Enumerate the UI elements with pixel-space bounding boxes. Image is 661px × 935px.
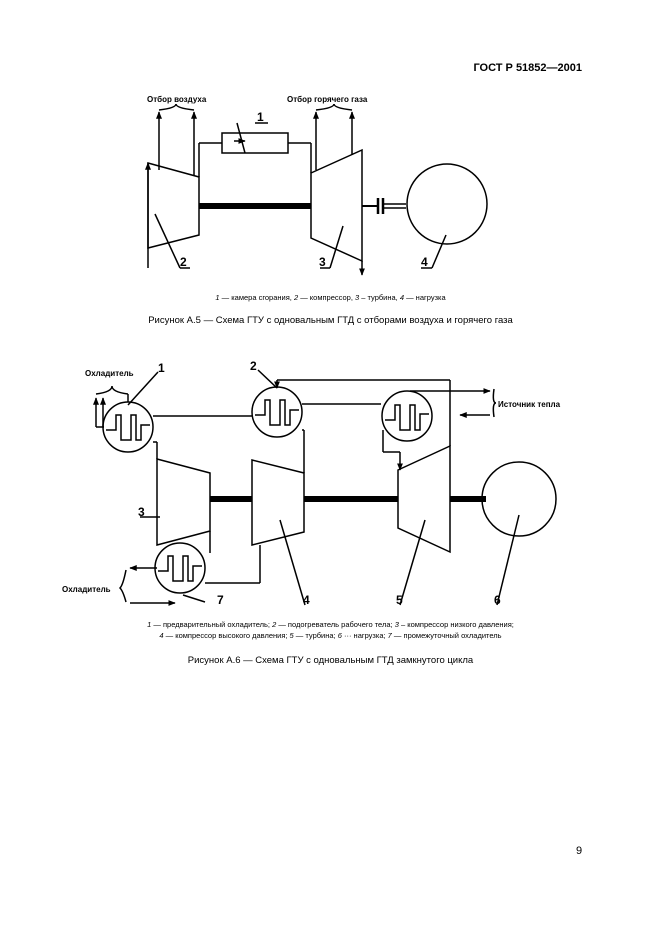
figure-a6-legend-line2: 4 — компрессор высокого давления; 5 — турбина; 6 ··· нагрузка; 7 — промежуточный охладитель: [159, 631, 502, 640]
load-circle: [407, 164, 487, 244]
label-2: 2: [180, 255, 187, 269]
label-4: 4: [421, 255, 428, 269]
figure-a6-caption: Рисунок А.6 — Схема ГТУ с одновальным ГТД замкнутого цикла: [187, 655, 474, 666]
figure-a5-diagram: [0, 0, 661, 300]
gas-bleed-label: Отбор горячего газа: [287, 95, 368, 104]
document-header: ГОСТ Р 51852—2001: [473, 62, 582, 74]
label-a6-5: 5: [396, 593, 403, 607]
figure-a5-legend: 1 — камера сгорания, 2 — компрессор, 3 – турбина, 4 — нагрузка: [215, 293, 446, 302]
turbine-shape: [311, 150, 362, 261]
figure-a5-caption: Рисунок А.5 — Схема ГТУ с одновальным ГТД с отборами воздуха и горячего газа: [148, 315, 513, 326]
label-a6-1: 1: [158, 361, 165, 375]
cooler-top-label: Охладитель: [85, 369, 134, 378]
label-a6-7: 7: [217, 593, 224, 607]
label-3: 3: [319, 255, 326, 269]
air-bleed-label: Отбор воздуха: [147, 95, 207, 104]
label-a6-4: 4: [303, 593, 310, 607]
label-1: 1: [257, 110, 264, 124]
combustion-chamber: [222, 133, 288, 153]
cooler-bottom-label: Охладитель: [62, 585, 111, 594]
compressor-shape: [148, 163, 199, 248]
label-a6-2: 2: [250, 359, 257, 373]
figure-a6-legend-line1: 1 — предварительный охладитель; 2 — подогреватель рабочего тела; 3 – компрессор низкого давления;: [147, 620, 514, 629]
page-number: 9: [576, 845, 583, 857]
heat-source-label: Источник тепла: [498, 400, 561, 409]
label-a6-6: 6: [494, 593, 501, 607]
label-a6-3: 3: [138, 505, 145, 519]
